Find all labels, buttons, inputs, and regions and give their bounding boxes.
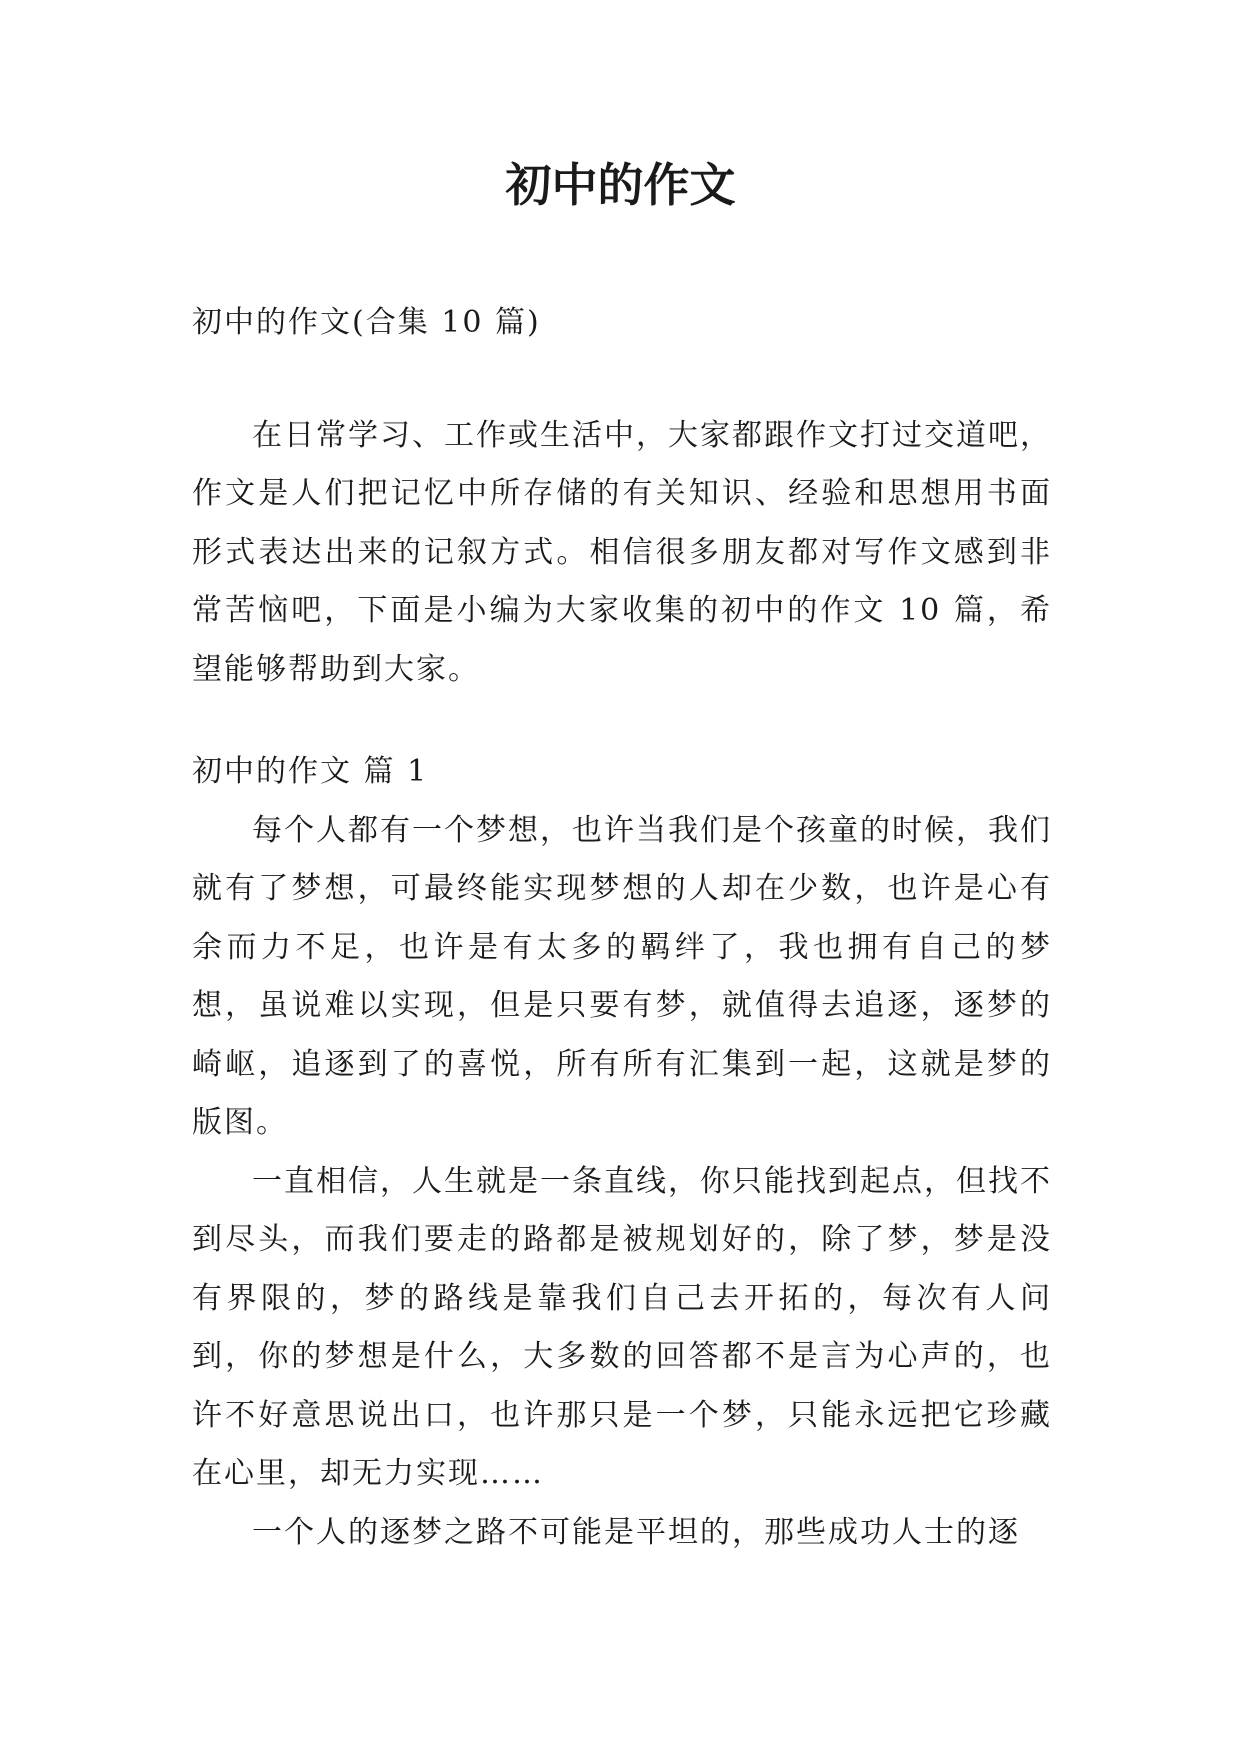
document-subtitle: 初中的作文(合集 10 篇) [192,305,541,340]
body-paragraph: 一直相信，人生就是一条直线，你只能找到起点，但找不到尽头，而我们要走的路都是被规划好的，除了梦，梦是没有界限的，梦的路线是靠我们自己去开拓的，每次有人问到，你的梦想是什么，大多数的回答都不是言为心声的，也许不好意思说出口，也许那只是一个梦，只能永远把它珍藏在心里，却无力实现…… [192,1163,1052,1491]
document-body [192,294,1052,1562]
document-title: 初中的作文 [505,158,736,212]
body-paragraph: 一个人的逐梦之路不可能是平坦的，那些成功人士的逐 [252,1514,1020,1550]
body-paragraph: 每个人都有一个梦想，也许当我们是个孩童的时候，我们就有了梦想，可最终能实现梦想的人却在少数，也许是心有余而力不足，也许是有太多的羁绊了，我也拥有自己的梦想，虽说难以实现，但是只要有梦，就值得去追逐，逐梦的崎岖，追逐到了的喜悦，所有所有汇集到一起，这就是梦的版图。 [192,812,1052,1140]
section-heading: 初中的作文 篇 1 [192,754,429,789]
intro-paragraph: 在日常学习、工作或生活中，大家都跟作文打过交道吧，作文是人们把记忆中所存储的有关知识、经验和思想用书面形式表达出来的记叙方式。相信很多朋友都对写作文感到非常苦恼吧，下面是小编为大家收集的初中的作文 10 篇，希望能够帮助到大家。 [192,417,1052,687]
